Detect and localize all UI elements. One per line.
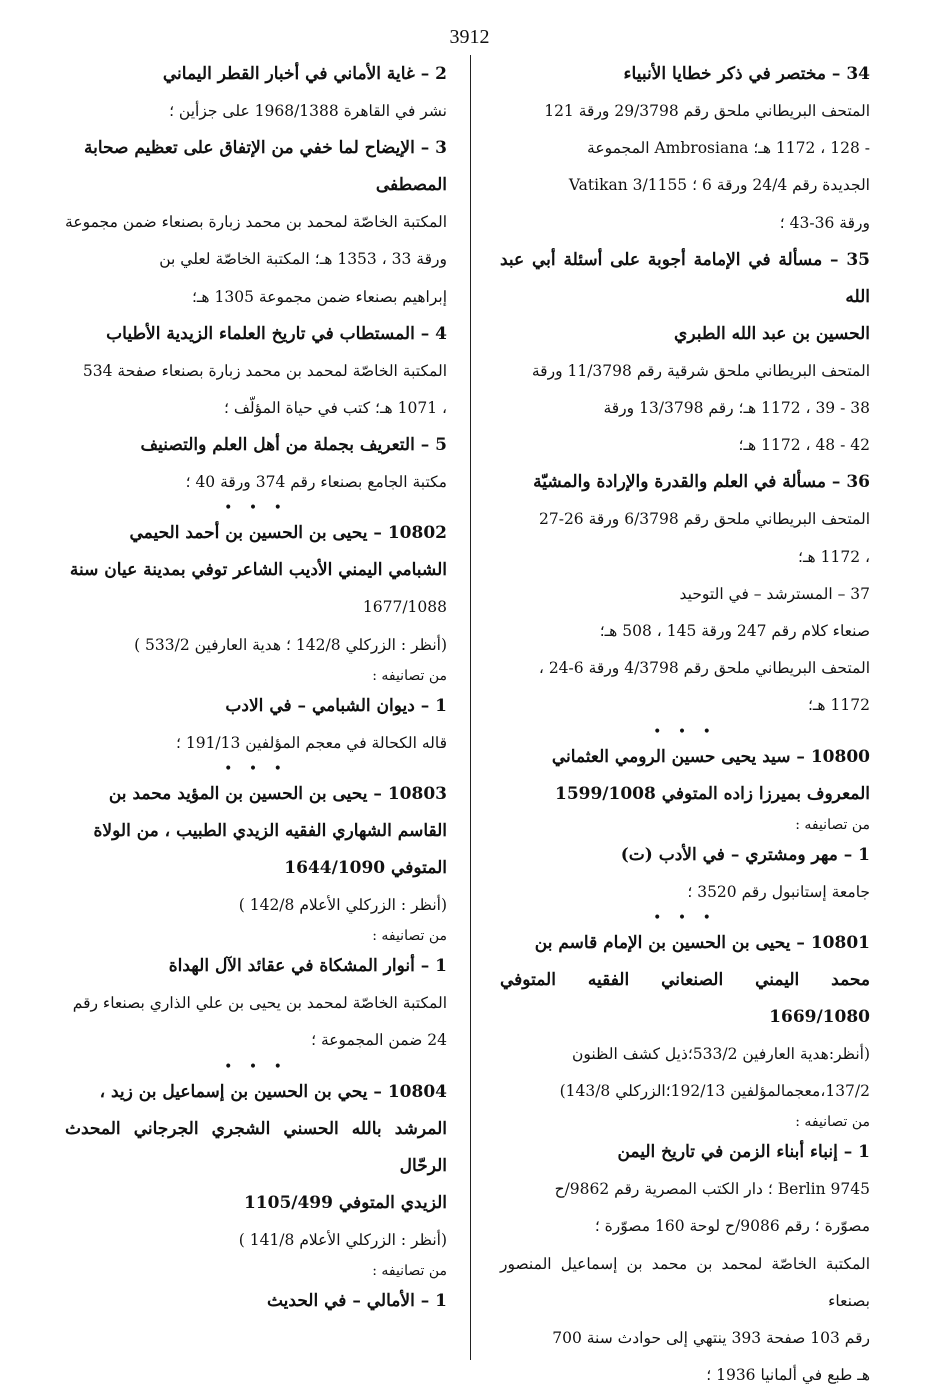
entry-heading: المصطفى [375,175,447,196]
works-label: من تصانيفه : [372,667,447,684]
entry-heading: 1 – أنوار المشكاة في عقائد الآل الهداة [168,956,447,977]
entry-line: مكتبة الجامع بصنعاء رقم 374 ورقة 40 ؛ [185,473,447,492]
entry-line: المكتبة الخاصّة لمحمد بن محمد بن إسماعيل المنصور بصنعاء [500,1254,870,1310]
entry-line: 38 - 39 ، 1172 هـ؛ رقم 13/3798 ورقة [603,399,870,418]
entry-heading: 1 – ديوان الشبامي – في الادب [225,695,447,716]
entry-heading: 10801 – يحيى بن الحسين بن الإمام قاسم بن [534,932,870,953]
entry-line: (أنظر : الزركلي الأعلام 141/8 ) [238,1230,447,1249]
entry-heading: المتوفي 1644/1090 [284,858,447,879]
page-number: 3912 [449,26,490,48]
entry-heading: 34 – مختصر في ذكر خطايا الأنبياء [623,64,870,84]
entry-line: صنعاء كلام رقم 247 ورقة 145 ، 508 هـ؛ [599,622,870,641]
entry-line: (أنظر : الزركلي الأعلام 142/8 ) [238,896,447,915]
entry-line: جامعة إستانبول رقم 3520 ؛ [687,882,870,901]
entry-line: 137/2،معجمالمؤلفين 192/13؛الزركلي 143/8) [559,1082,870,1101]
section-separator: • • • [224,1058,288,1075]
section-separator: • • • [653,723,717,740]
entry-heading: الحسين بن عبد الله الطبري [674,323,870,344]
entry-heading: 4 – المستطاب في تاريخ العلماء الزيدية الأطياب [106,323,447,344]
entry-heading: محمد اليمني الصنعاني الفقيه المتوفي 1669/1080 [500,969,870,1027]
works-label: من تصانيفه : [372,1262,447,1279]
entry-line: (أنظر:هدية العارفين 533/2؛ذيل كشف الظنون [571,1044,870,1063]
entry-line: (أنظر : الزركلي 142/8 ؛ هدية العارفين 533/2 ) [134,635,447,654]
entry-line: المكتبة الخاصّة لمحمد بن محمد زبارة بصنعاء ضمن مجموعة [65,213,447,232]
entry-heading: الشبامي اليمني الأديب الشاعر توفي بمدينة عيان سنة [69,560,447,581]
entry-heading: 10803 – يحيى بن الحسين بن المؤيد محمد بن [108,784,447,805]
entry-heading: 2 – غاية الأماني في أخبار القطر اليماني [162,64,447,84]
entry-line: نشر في القاهرة 1968/1388 على جزأين ؛ [169,102,447,120]
entry-line: رقم 103 صفحة 393 ينتهي إلى حوادث سنة 700 [552,1329,870,1348]
entry-line: ورقة 33 ، 1353 هـ؛ المكتبة الخاصّة لعلي بن [159,250,447,269]
column-divider [470,55,471,1360]
entry-line: هـ طبع في ألمانيا 1936 ؛ [706,1366,870,1385]
entry-line: - 128 ، 1172 هـ؛ Ambrosiana المجموعة [587,139,870,158]
entry-heading: 3 – الإيضاح لما خفي من الإتفاق على تعظيم صحابة [84,138,447,159]
entry-line: 24 ضمن المجموعة ؛ [311,1031,447,1050]
entry-line: ورقة 36-43 ؛ [779,213,870,232]
entry-line: إبراهيم بصنعاء ضمن مجموعة 1305 هـ؛ [191,287,447,306]
entry-line: 42 - 48 ، 1172 هـ؛ [738,436,870,455]
entry-heading: القاسم الشهاري الفقيه الزيدي الطبيب ، من الولاة [93,821,447,842]
entry-line: المتحف البريطاني ملحق شرقية رقم 11/3798 ورقة [531,361,870,380]
entry-line: 1677/1088 [362,598,447,617]
entry-heading: 10802 – يحيى بن الحسين بن أحمد الحيمي [129,523,447,544]
entry-heading: 10800 – سيد يحيى حسين الرومي العثماني [551,746,870,767]
left-column [65,56,447,1320]
entry-line: 37 – المسترشد – في التوحيد [679,584,870,603]
entry-heading: 10804 – يحي بن الحسين بن إسماعيل بن زيد ، [99,1081,447,1102]
entry-heading: المرشد بالله الحسني الشجري الجرجاني المحدث الرحّال [65,1118,447,1176]
entry-line: المكتبة الخاصّة لمحمد بن يحيى بن علي الذاري بصنعاء رقم [72,994,447,1013]
entry-heading: الزيدي المتوفي 1105/499 [243,1192,447,1213]
entry-line: المتحف البريطاني ملحق رقم 29/3798 ورقة 121 [544,102,870,120]
entry-line: مصوّرة ؛ رقم 9086/ح لوحة 160 مصوّرة ؛ [594,1217,870,1236]
entry-line: المتحف البريطاني ملحق رقم 4/3798 ورقة 6-24 ، [538,659,870,678]
works-label: من تصانيفه : [795,1114,870,1131]
entry-line: المكتبة الخاصّة لمحمد بن محمد زبارة بصنعاء صفحة 534 [82,361,447,380]
entry-line: Berlin 9745 ؛ دار الكتب المصرية رقم 9862/ح [554,1180,870,1199]
works-label: من تصانيفه : [795,816,870,833]
entry-line: الجديدة رقم 24/4 ورقة 6 ؛ 3/1155 Vatikan [568,176,870,195]
entry-heading: 1 – الأمالي – في الحديث [266,1290,447,1311]
entry-line: قاله الكحالة في معجم المؤلفين 191/13 ؛ [175,733,447,752]
entry-heading: 1 – إنباء أبناء الزمن في تاريخ اليمن [617,1142,870,1163]
entry-heading: 36 – مسألة في العلم والقدرة والإرادة والمشيّة [533,472,870,493]
right-column [500,56,870,1394]
entry-line: 1172 هـ؛ [807,696,870,715]
entry-line: ، 1071 هـ؛ كتب في حياة المؤلّف ؛ [224,399,447,418]
entry-heading: 5 – التعريف بجملة من أهل العلم والتصنيف [140,435,447,456]
entry-line: المتحف البريطاني ملحق رقم 6/3798 ورقة 26-27 [538,510,870,529]
entry-heading: 35 – مسألة في الإمامة أجوبة على أسئلة أبي عبد الله [500,249,870,307]
entry-line: ، 1172 هـ؛ [798,547,870,566]
section-separator: • • • [653,909,717,926]
section-separator: • • • [224,761,288,778]
entry-heading: 1 – مهر ومشتري – في الأدب (ت) [620,844,870,865]
works-label: من تصانيفه : [372,928,447,945]
section-separator: • • • [224,500,288,517]
entry-heading: المعروف بميرزا زاده المتوفي 1599/1008 [554,783,870,804]
